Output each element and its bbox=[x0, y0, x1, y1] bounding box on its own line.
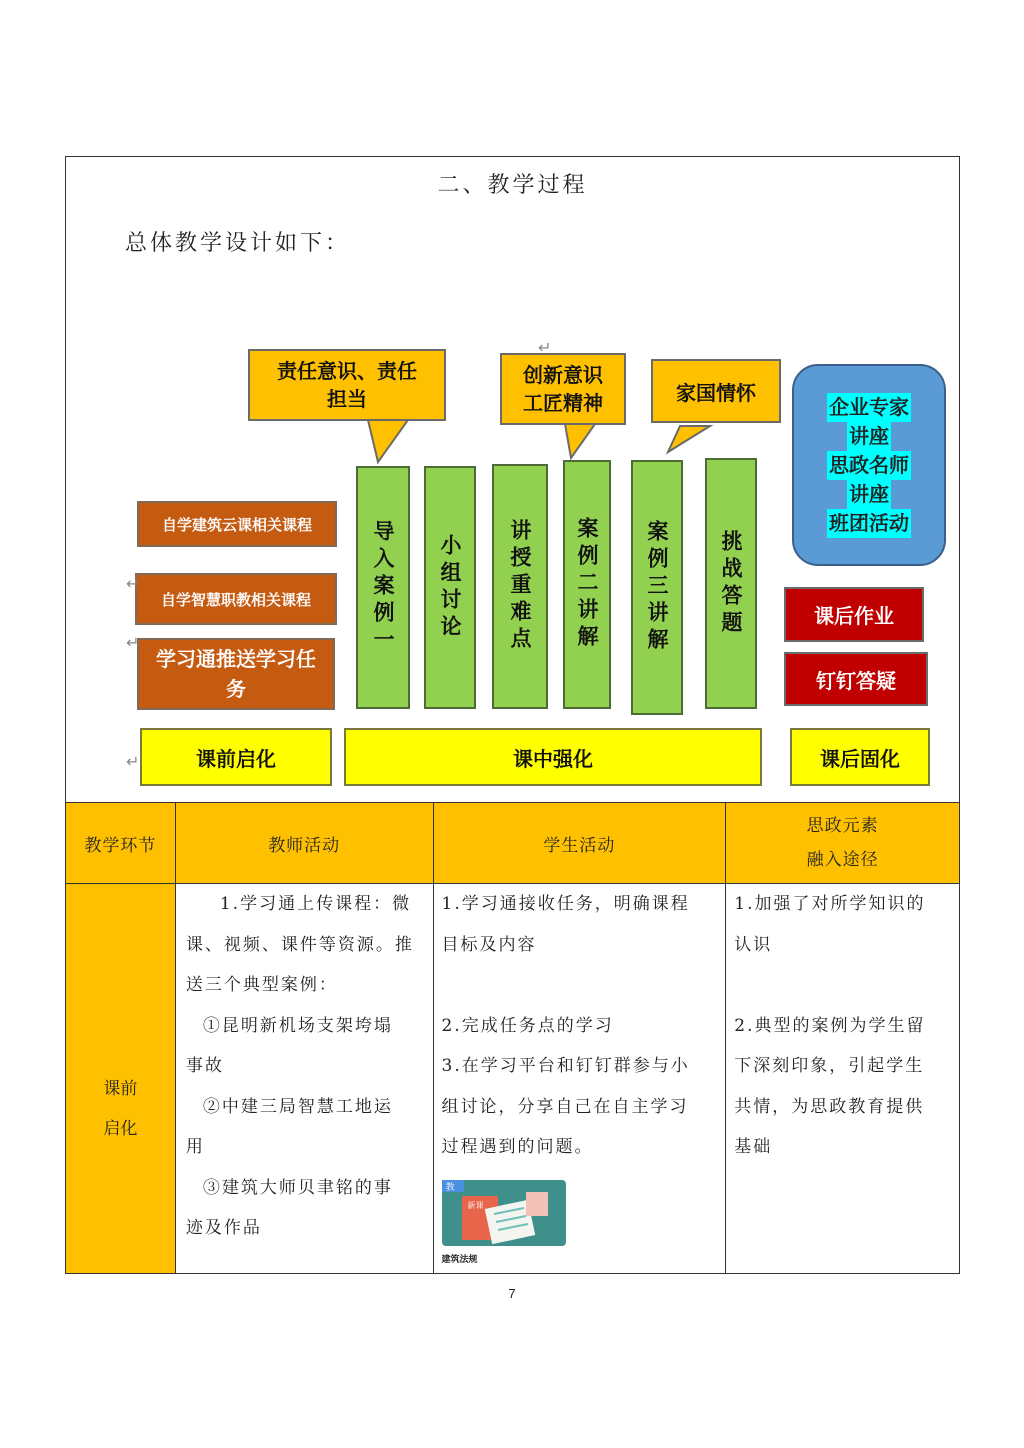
intro-text: 总体教学设计如下： bbox=[125, 231, 351, 256]
header-cell: 教学环节 bbox=[66, 803, 176, 884]
text-line: 1.学习通接收任务，明确课程 bbox=[441, 894, 690, 914]
course-book-label: 新课 bbox=[467, 1200, 484, 1210]
callout-patriotism bbox=[651, 359, 781, 423]
header-cell-line: 融入途径 bbox=[806, 850, 879, 870]
callout-line: 家国情怀 bbox=[676, 380, 756, 405]
text-line: 共情，为思政教育提供 bbox=[734, 1096, 925, 1117]
teacher-activity-cell bbox=[175, 884, 433, 1274]
text-line: ②中建三局智慧工地运 bbox=[202, 1096, 393, 1117]
pre-class-item: 学习通推送学习任务 bbox=[137, 638, 335, 710]
text-line bbox=[734, 965, 953, 1006]
text-line: ①昆明新机场支架垮塌 bbox=[202, 1015, 393, 1036]
stage-bar-post: 课后固化 bbox=[790, 728, 930, 786]
text-line: 事故 bbox=[185, 1056, 224, 1076]
in-class-column bbox=[563, 460, 611, 709]
activity-line: 班团活动 bbox=[827, 509, 911, 538]
text-line: 基础 bbox=[734, 1137, 773, 1157]
header-cell bbox=[726, 803, 960, 884]
student-activity-cell bbox=[433, 884, 726, 1274]
table-header-row bbox=[66, 803, 960, 884]
post-class-item: 钉钉答疑 bbox=[784, 652, 928, 706]
callout-innovation bbox=[500, 353, 626, 425]
section-title: 二、教学过程 bbox=[437, 173, 588, 198]
pre-class-item: 自学智慧职教相关课程 bbox=[135, 573, 337, 625]
post-class-item: 课后作业 bbox=[784, 587, 924, 642]
text-line: 迹及作品 bbox=[185, 1218, 262, 1238]
callout-line: 工匠精神 bbox=[523, 391, 603, 415]
stage-bar-in: 课中强化 bbox=[344, 728, 762, 786]
text-line: 组讨论，分享自己在自主学习 bbox=[441, 1096, 689, 1117]
header-cell: 教师活动 bbox=[175, 803, 433, 884]
column-label: 挑战答题 bbox=[719, 529, 743, 638]
text-line: 课、视频、课件等资源。推 bbox=[185, 934, 414, 955]
text-line: 2.典型的案例为学生留 bbox=[734, 1015, 926, 1036]
return-mark-icon: ↵ bbox=[126, 574, 140, 593]
text-line: 过程遇到的问题。 bbox=[441, 1137, 594, 1157]
stage-bar-pre: 课前启化 bbox=[140, 728, 332, 786]
callout-line: 创新意识 bbox=[523, 363, 603, 387]
column-label: 讲授重难点 bbox=[508, 519, 532, 654]
text-line: 2.完成任务点的学习 bbox=[441, 1015, 614, 1036]
teaching-process-table bbox=[65, 802, 960, 1274]
callout-line: 担当 bbox=[327, 387, 367, 411]
course-badge: 教 bbox=[445, 1182, 455, 1193]
text-line bbox=[442, 965, 720, 1006]
text-line: ③建筑大师贝聿铭的事 bbox=[202, 1177, 393, 1198]
text-line: 目标及内容 bbox=[441, 934, 537, 955]
activity-line: 讲座 bbox=[847, 422, 891, 451]
return-mark-icon: ↵ bbox=[126, 633, 140, 652]
course-cover-image bbox=[442, 1180, 566, 1246]
stage-cell-line: 课前 bbox=[103, 1078, 138, 1099]
course-card-caption: 建筑法规 bbox=[441, 1254, 478, 1265]
activity-line: 讲座 bbox=[847, 480, 891, 509]
column-label: 导入案例一 bbox=[371, 520, 395, 655]
in-class-column bbox=[631, 460, 683, 715]
in-class-column bbox=[356, 466, 410, 709]
stage-cell-line: 启化 bbox=[103, 1118, 138, 1139]
stage-cell bbox=[66, 884, 176, 1274]
course-card[interactable] bbox=[442, 1180, 566, 1267]
text-line: 送三个典型案例： bbox=[185, 975, 338, 995]
callout-responsibility bbox=[248, 349, 446, 421]
text-line: 1.学习通上传课程：微 bbox=[219, 894, 412, 914]
text-line: 认识 bbox=[734, 934, 773, 955]
page-number: 7 bbox=[508, 1286, 516, 1301]
in-class-column bbox=[705, 458, 757, 709]
text-line: 3.在学习平台和钉钉群参与小 bbox=[441, 1056, 690, 1076]
activity-line: 思政名师 bbox=[827, 451, 911, 480]
pre-class-item: 自学建筑云课相关课程 bbox=[137, 501, 337, 547]
text-line: 1.加强了对所学知识的 bbox=[734, 894, 926, 914]
return-mark-icon: ↵ bbox=[538, 338, 552, 357]
header-cell-line: 思政元素 bbox=[806, 816, 879, 836]
callout-line: 责任意识、责任 bbox=[277, 359, 417, 383]
return-mark-icon: ↵ bbox=[126, 752, 140, 771]
text-line: 用 bbox=[185, 1137, 205, 1157]
in-class-column bbox=[492, 464, 548, 709]
header-cell: 学生活动 bbox=[433, 803, 726, 884]
activity-line: 企业专家 bbox=[827, 393, 911, 422]
in-class-column bbox=[424, 466, 476, 709]
post-class-activities bbox=[792, 364, 946, 566]
column-label: 案例三讲解 bbox=[645, 520, 669, 655]
ideology-cell bbox=[726, 884, 960, 1274]
table-row bbox=[66, 884, 960, 1274]
text-line: 下深刻印象，引起学生 bbox=[734, 1056, 925, 1076]
column-label: 案例二讲解 bbox=[575, 517, 599, 652]
column-label: 小组讨论 bbox=[438, 533, 462, 642]
